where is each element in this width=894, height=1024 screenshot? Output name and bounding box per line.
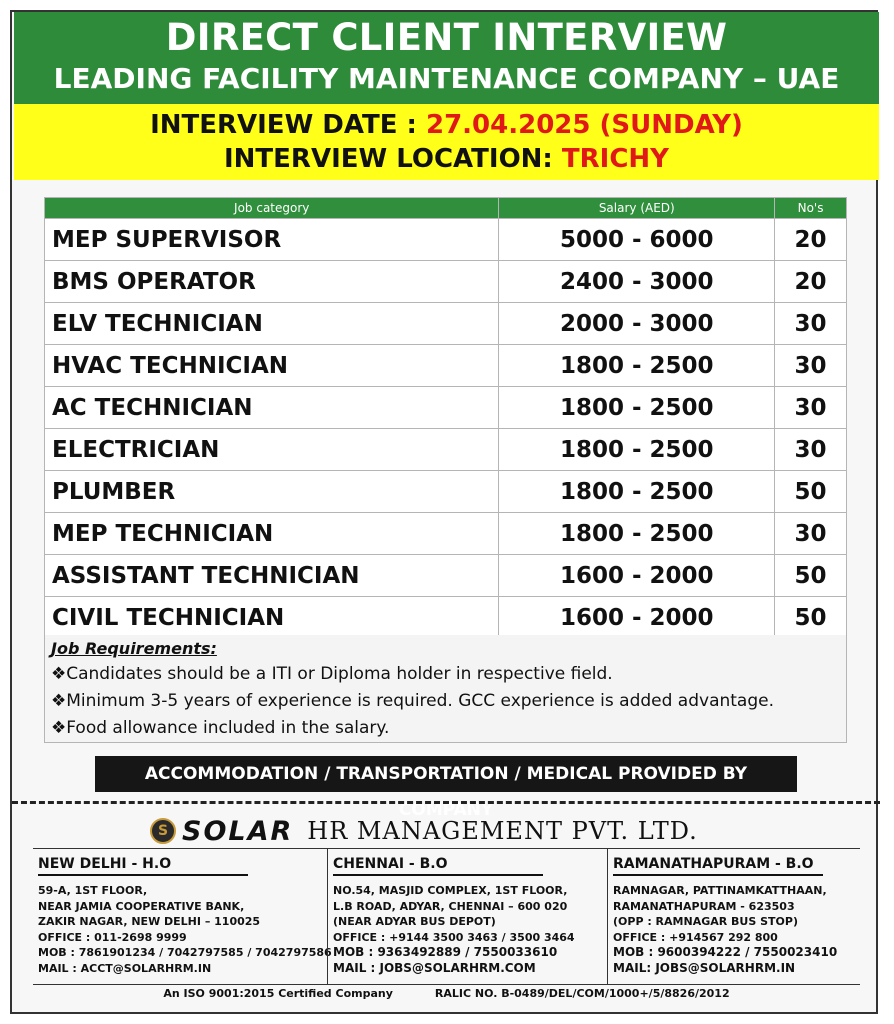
requirement-item: ❖Candidates should be a ITI or Diploma holder in respective field. xyxy=(51,664,613,684)
office-name: RAMANATHAPURAM - B.O xyxy=(613,856,823,876)
job-count: 30 xyxy=(775,513,847,555)
table-header-row xyxy=(45,198,847,219)
job-category: ELV TECHNICIAN xyxy=(45,303,499,345)
company-logo xyxy=(150,815,698,847)
office-line: MAIL : ACCT@SOLARHRM.IN xyxy=(38,961,212,975)
office-chennai xyxy=(327,849,607,984)
office-line: MAIL : JOBS@SOLARHRM.COM xyxy=(333,960,536,975)
iso-certification: An ISO 9001:2015 Certified Company xyxy=(163,987,393,1000)
office-line: NEAR JAMIA COOPERATIVE BANK, xyxy=(38,899,245,913)
column-header-salary: Salary (AED) xyxy=(499,198,775,219)
footer xyxy=(14,987,879,1000)
job-category: BMS OPERATOR xyxy=(45,261,499,303)
office-line: RAMNAGAR, PATTINAMKATTHAAN, xyxy=(613,884,827,897)
table-row xyxy=(45,261,847,303)
job-salary: 1600 - 2000 xyxy=(499,555,775,597)
job-category: ELECTRICIAN xyxy=(45,429,499,471)
interview-location-value: TRICHY xyxy=(561,144,669,174)
office-line: MOB : 9363492889 / 7550033610 xyxy=(333,945,558,959)
job-count: 20 xyxy=(775,261,847,303)
job-salary: 1800 - 2500 xyxy=(499,513,775,555)
office-line: 59-A, 1ST FLOOR, xyxy=(38,884,148,897)
office-line: OFFICE : +914567 292 800 xyxy=(613,930,778,944)
job-salary: 1600 - 2000 xyxy=(499,597,775,639)
page-subtitle: LEADING FACILITY MAINTENANCE COMPANY – UAE xyxy=(53,62,840,95)
office-line: ZAKIR NAGAR, NEW DELHI – 110025 xyxy=(38,915,261,928)
job-count: 50 xyxy=(775,471,847,513)
table-row xyxy=(45,429,847,471)
requirement-item: ❖Minimum 3-5 years of experience is required. GCC experience is added advantage. xyxy=(51,691,774,711)
table-row xyxy=(45,513,847,555)
job-category: MEP SUPERVISOR xyxy=(45,219,499,261)
office-line: (NEAR ADYAR BUS DEPOT) xyxy=(333,915,496,928)
job-category: AC TECHNICIAN xyxy=(45,387,499,429)
interview-date-value: 27.04.2025 (SUNDAY) xyxy=(425,110,743,140)
job-count: 30 xyxy=(775,303,847,345)
office-new-delhi xyxy=(33,849,332,984)
logo-brand-text: SOLAR xyxy=(182,815,294,847)
job-salary: 2000 - 3000 xyxy=(499,303,775,345)
job-count: 20 xyxy=(775,219,847,261)
header-banner xyxy=(14,12,879,104)
job-category: CIVIL TECHNICIAN xyxy=(45,597,499,639)
interview-date xyxy=(14,108,879,142)
office-name: CHENNAI - B.O xyxy=(333,856,543,876)
table-row xyxy=(45,555,847,597)
office-ramanathapuram xyxy=(607,849,860,984)
requirement-item: ❖Food allowance included in the salary. xyxy=(51,718,390,738)
requirements-title: Job Requirements: xyxy=(51,639,217,658)
job-salary: 1800 - 2500 xyxy=(499,387,775,429)
ralic-number: RALIC NO. B-0489/DEL/COM/1000+/5/8826/2012 xyxy=(434,987,730,1000)
sun-logo-icon: S xyxy=(150,818,176,844)
office-line: OFFICE : +9144 3500 3463 / 3500 3464 xyxy=(333,930,575,944)
office-line: RAMANATHAPURAM - 623503 xyxy=(613,899,795,913)
dashed-divider xyxy=(12,801,880,804)
job-count: 30 xyxy=(775,387,847,429)
office-line: L.B ROAD, ADYAR, CHENNAI – 600 020 xyxy=(333,899,568,913)
job-count: 50 xyxy=(775,555,847,597)
job-count: 50 xyxy=(775,597,847,639)
table-row xyxy=(45,471,847,513)
job-requirements xyxy=(44,635,847,743)
job-salary: 1800 - 2500 xyxy=(499,345,775,387)
office-line: NO.54, MASJID COMPLEX, 1ST FLOOR, xyxy=(333,884,568,897)
office-line: MAIL: JOBS@SOLARHRM.IN xyxy=(613,960,796,975)
job-category: PLUMBER xyxy=(45,471,499,513)
office-line: MOB : 9600394222 / 7550023410 xyxy=(613,945,838,959)
column-header-count: No's xyxy=(775,198,847,219)
interview-location-label: INTERVIEW LOCATION: xyxy=(224,144,562,174)
column-header-category: Job category xyxy=(45,198,499,219)
office-name: NEW DELHI - H.O xyxy=(38,856,248,876)
table-row xyxy=(45,387,847,429)
office-line: OFFICE : 011-2698 9999 xyxy=(38,930,187,944)
table-row xyxy=(45,303,847,345)
interview-location xyxy=(14,142,879,176)
job-count: 30 xyxy=(775,429,847,471)
jobs-table xyxy=(44,197,847,639)
job-salary: 2400 - 3000 xyxy=(499,261,775,303)
page-title: DIRECT CLIENT INTERVIEW xyxy=(165,16,728,59)
job-category: HVAC TECHNICIAN xyxy=(45,345,499,387)
table-row xyxy=(45,345,847,387)
company-name: HR MANAGEMENT PVT. LTD. xyxy=(307,817,698,845)
office-line: (OPP : RAMNAGAR BUS STOP) xyxy=(613,915,798,928)
job-count: 30 xyxy=(775,345,847,387)
table-row xyxy=(45,597,847,639)
office-addresses xyxy=(33,848,860,985)
job-salary: 1800 - 2500 xyxy=(499,429,775,471)
interview-date-label: INTERVIEW DATE : xyxy=(150,110,426,140)
interview-info xyxy=(14,104,879,180)
office-line: MOB : 7861901234 / 7042797585 / 7042797586 xyxy=(38,946,332,959)
job-category: MEP TECHNICIAN xyxy=(45,513,499,555)
job-salary: 5000 - 6000 xyxy=(499,219,775,261)
table-row xyxy=(45,219,847,261)
benefits-banner: ACCOMMODATION / TRANSPORTATION / MEDICAL PROVIDED BY COMPANY xyxy=(95,756,797,792)
job-salary: 1800 - 2500 xyxy=(499,471,775,513)
job-category: ASSISTANT TECHNICIAN xyxy=(45,555,499,597)
